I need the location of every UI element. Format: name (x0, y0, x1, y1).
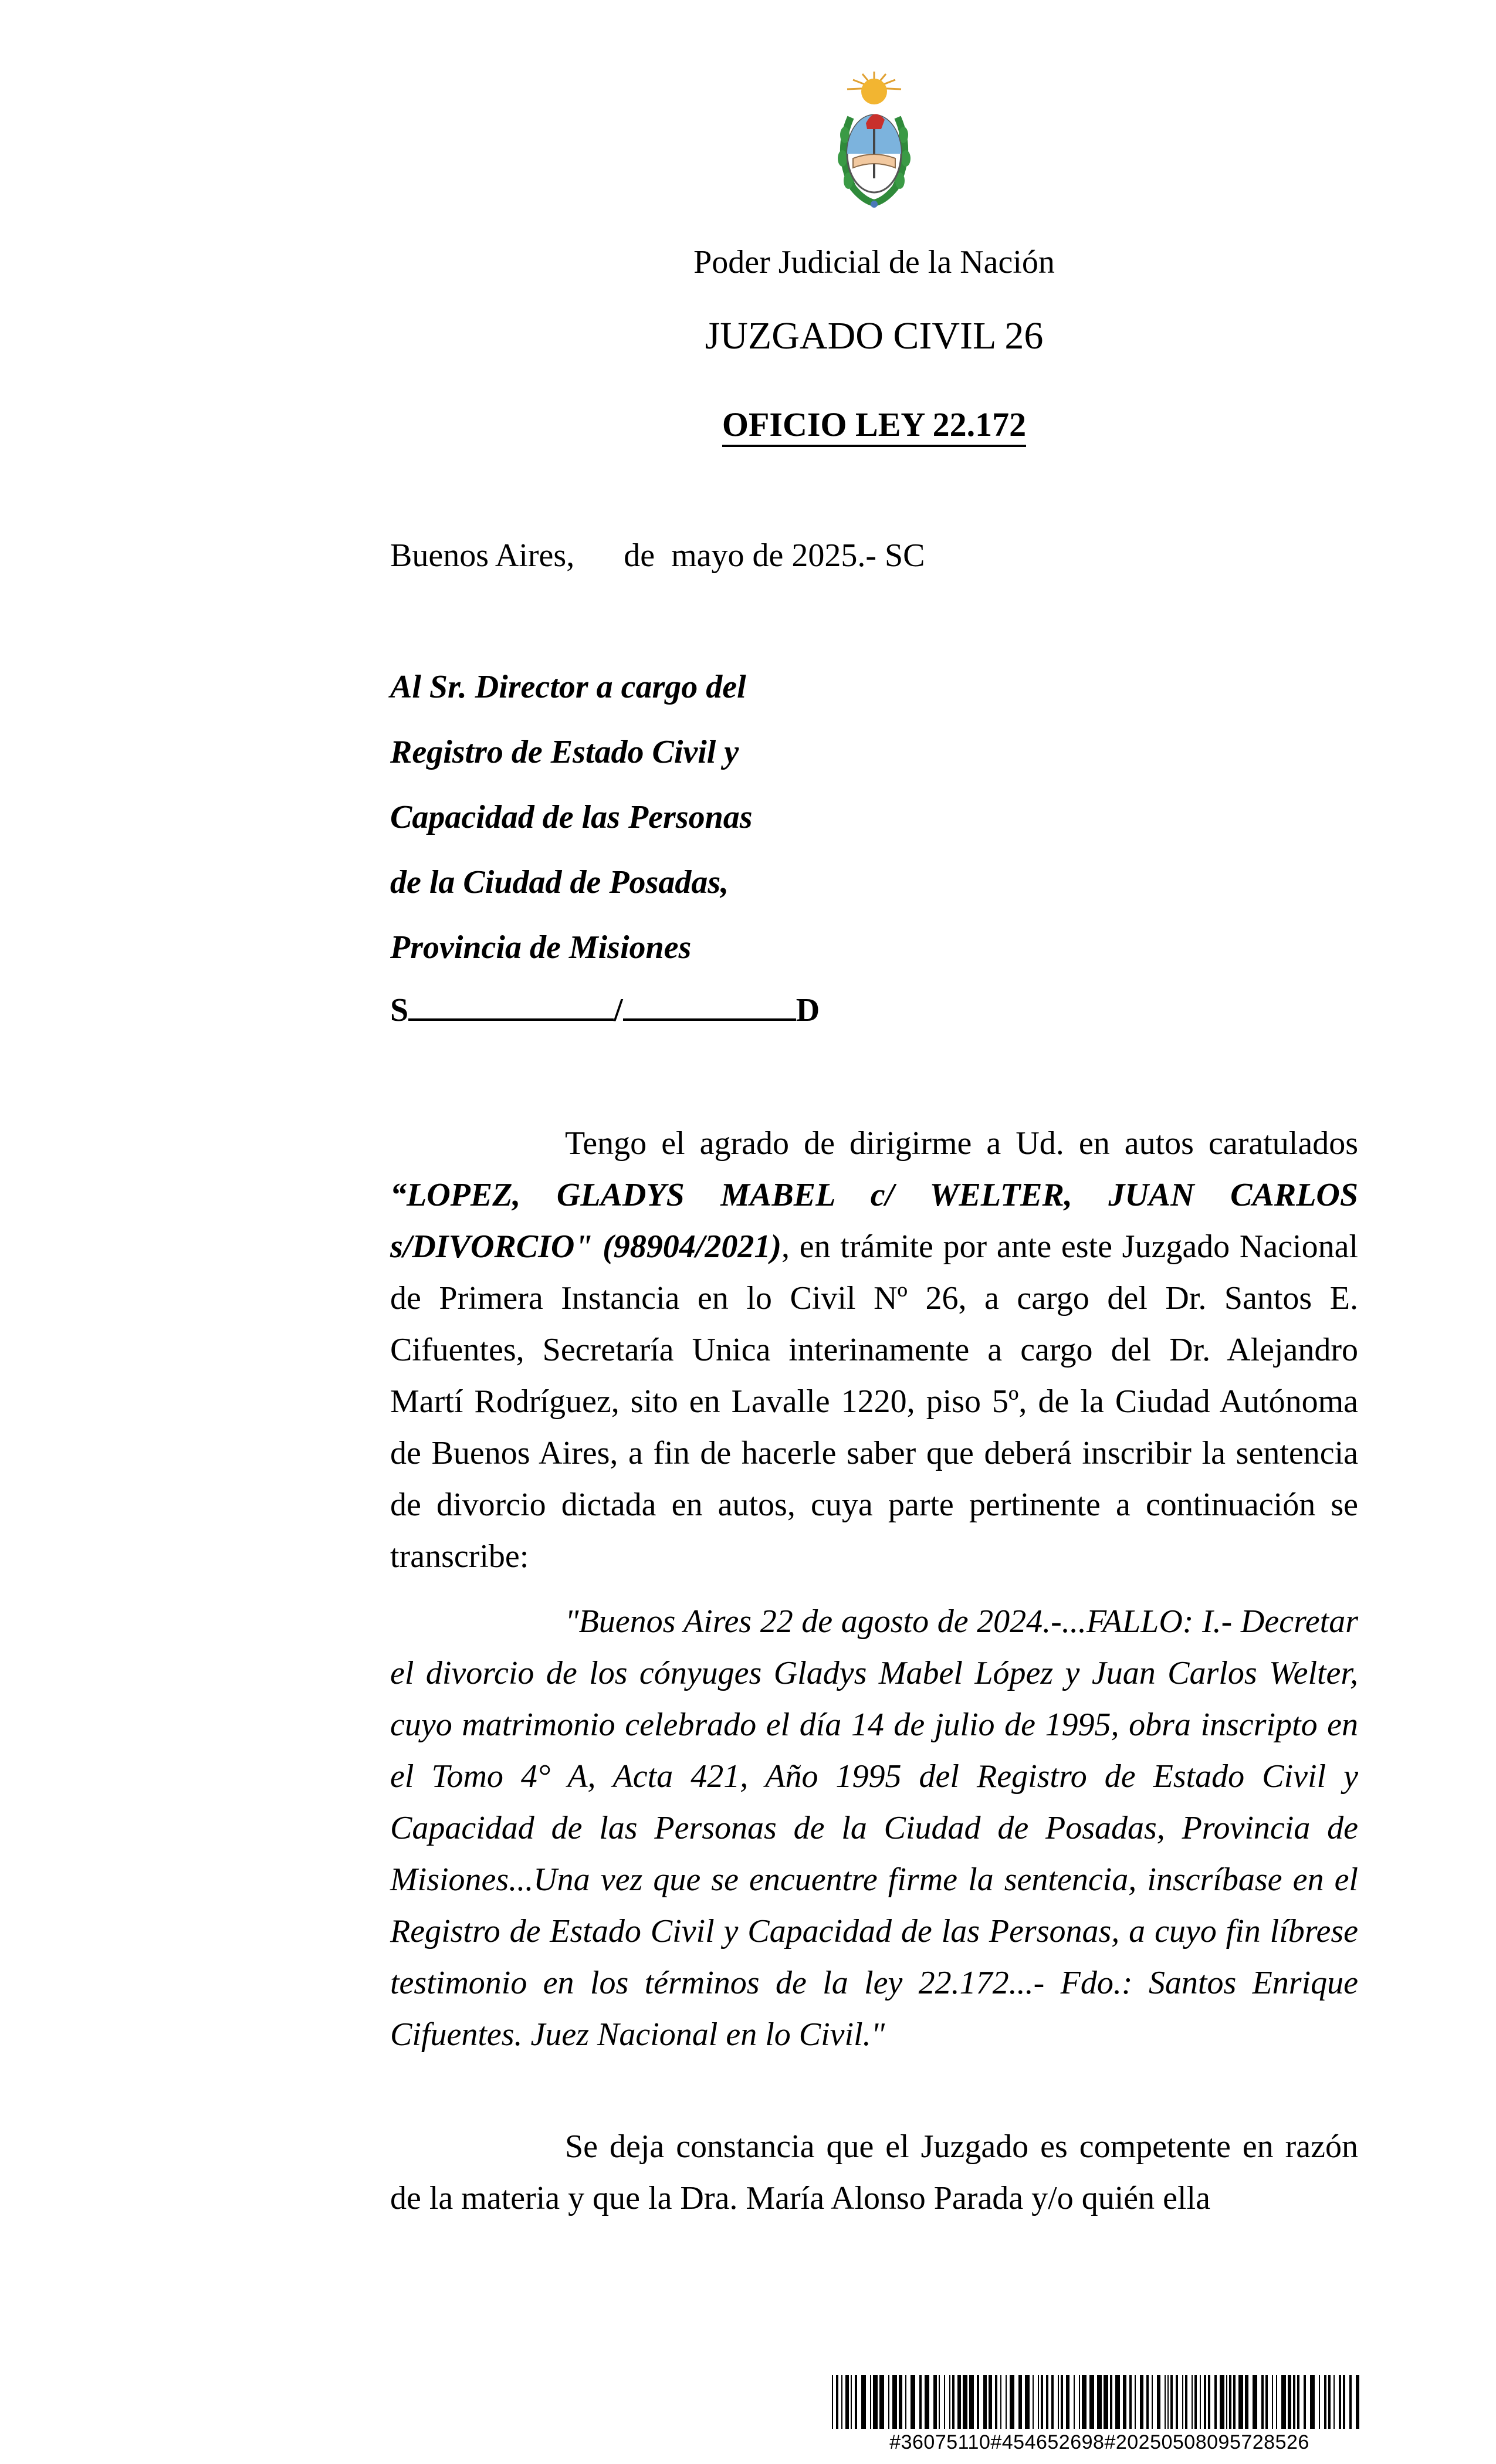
paragraph-intro (390, 1118, 1358, 1582)
argentina-coat-of-arms-icon (827, 70, 921, 211)
place-date: Buenos Aires, de mayo de 2025.- SC (390, 537, 925, 574)
salutation-sep: / (614, 992, 623, 1028)
ruling-quote-text: "Buenos Aires 22 de agosto de 2024.-...FALLO: I.- Decretar el divorcio de los cónyuges Gladys Mabel López y Juan Carlos Welter, cuyo matrimonio celebrado el día 14 de julio de 1995, obra inscripto en el Tomo 4° A, Acta 421, Año 1995 del Registro de Estado Civil y Capacidad de las Personas de la Ciudad de Posadas, Provincia de Misiones...Una vez que se encuentre firme la sentencia, inscríbase en el Registro de Estado Civil y Capacidad de las Personas, a cuyo fin líbrese testimonio en los términos de la ley 22.172...- Fdo.: Santos Enrique Cifuentes. Juez Nacional en lo Civil." (390, 1603, 1358, 2053)
salutation-blank-left (408, 995, 614, 1021)
addressee-line: Capacidad de las Personas (390, 799, 753, 835)
barcode-icon (832, 2375, 1367, 2429)
salutation-line (390, 991, 820, 1029)
institution-name: Poder Judicial de la Nación (693, 244, 1055, 280)
addressee-line: Registro de Estado Civil y (390, 734, 739, 770)
paragraph-competence-text: Se deja constancia que el Juzgado es competente en razón de la materia y que la Dra. María Alonso Parada y/o quién ella (390, 2128, 1358, 2216)
salutation-blank-right (623, 995, 796, 1021)
paragraph-intro-rest: , en trámite por ante este Juzgado Nacional de Primera Instancia en lo Civil Nº 26, a cargo del Dr. Santos E. Cifuentes, Secretaría Unica interinamente a cargo del Dr. Alejandro Martí Rodríguez, sito en Lavalle 1220, piso 5º, de la Ciudad Autónoma de Buenos Aires, a fin de hacerle saber que deberá inscribir la sentencia de divorcio dictada en autos, cuya parte pertinente a continuación se transcribe: (390, 1228, 1359, 1575)
ruling-quote (390, 1596, 1358, 2060)
document-title-text: OFICIO LEY 22.172 (722, 405, 1026, 447)
document-title (686, 405, 1062, 444)
addressee-line: de la Ciudad de Posadas, (390, 864, 729, 901)
barcode-text: #36075110#454652698#20250508095728526 (889, 2431, 1309, 2453)
addressee-line: Provincia de Misiones (390, 929, 692, 966)
salutation-right: D (796, 992, 820, 1028)
case-title: “LOPEZ, GLADYS MABEL c/ WELTER, JUAN CARLOS s/DIVORCIO" (98904/2021) (390, 1177, 1358, 1265)
salutation-left: S (390, 992, 409, 1028)
addressee-line: Al Sr. Director a cargo del (390, 669, 746, 705)
addressee-block (390, 666, 753, 991)
paragraph-intro-text: Tengo el agrado de dirigirme a Ud. en autos caratulados (565, 1125, 1358, 1162)
paragraph-competence (390, 2121, 1358, 2224)
court-name: JUZGADO CIVIL 26 (705, 314, 1044, 357)
